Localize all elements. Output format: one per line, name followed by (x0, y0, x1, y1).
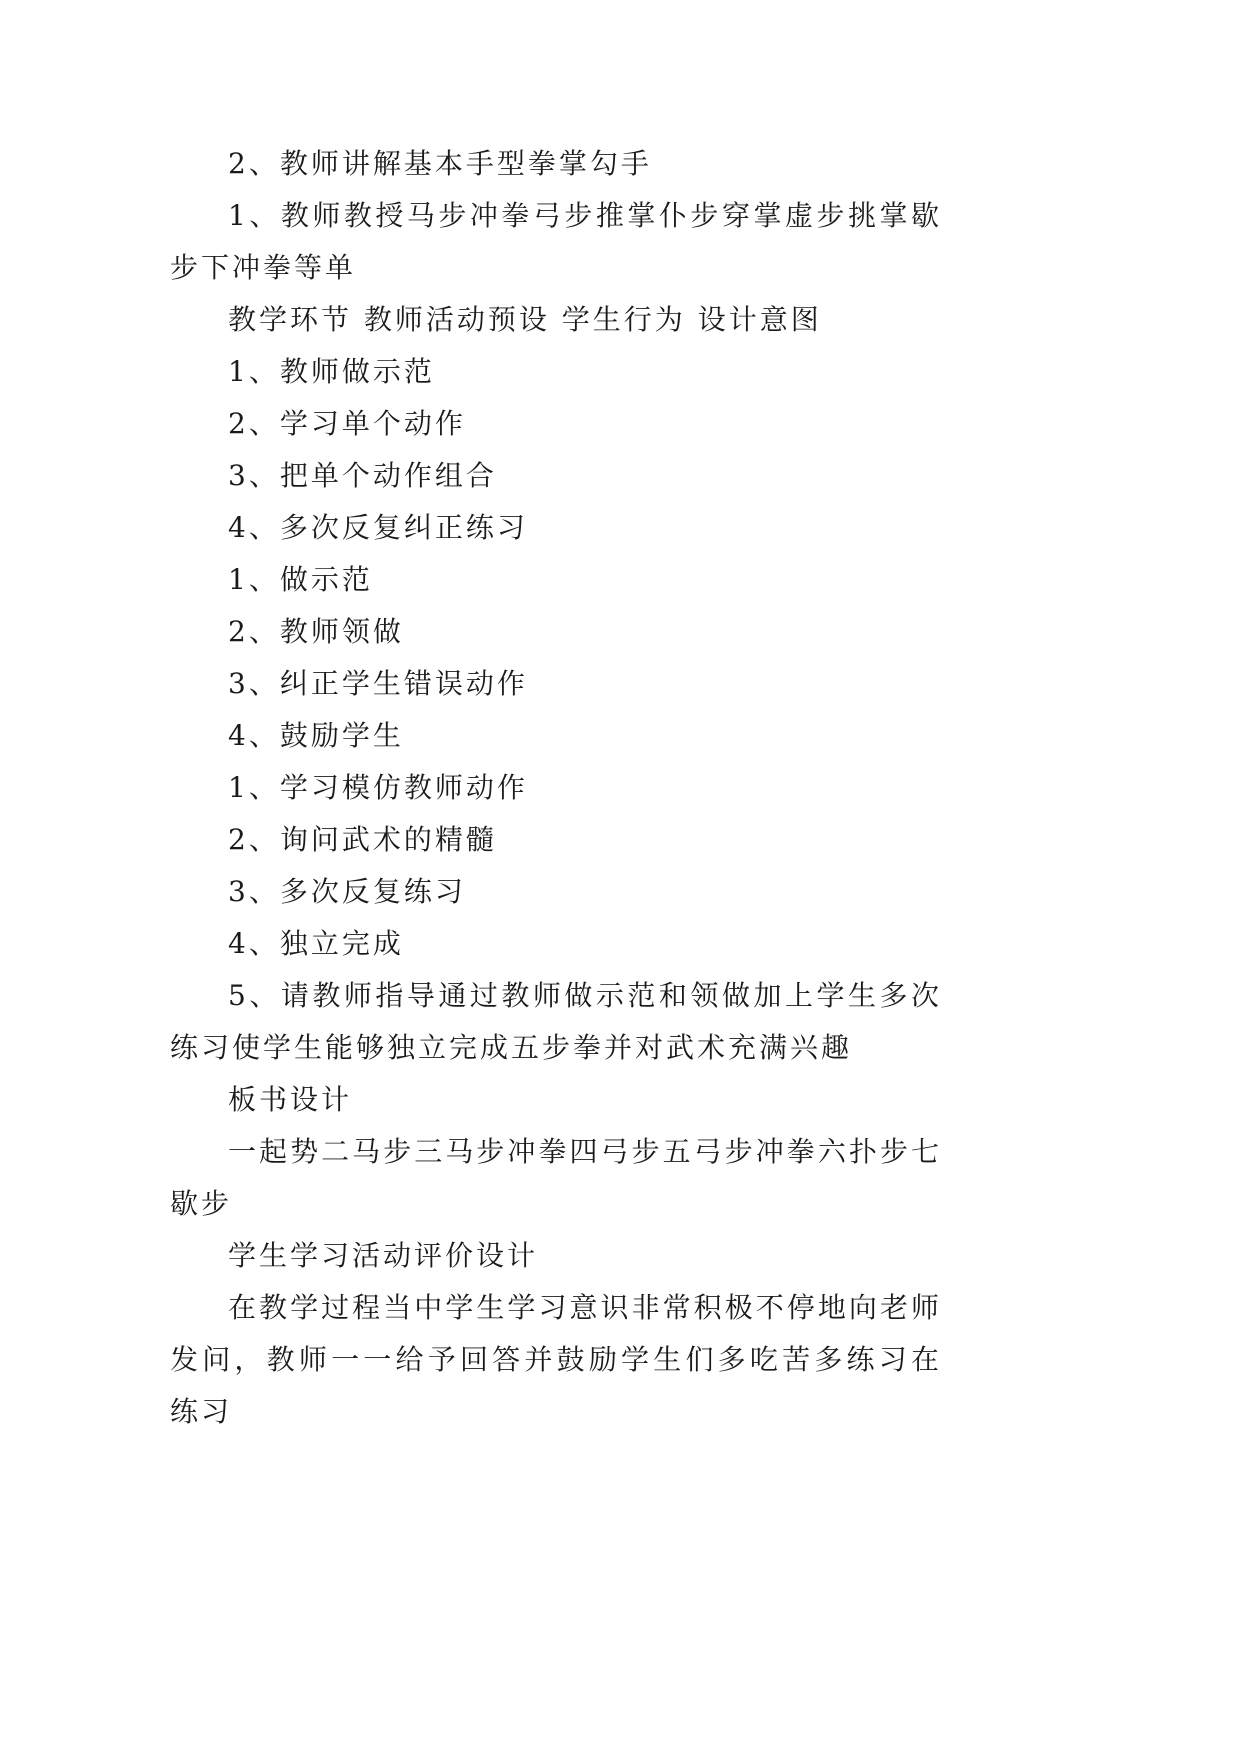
paragraph: 4、鼓励学生 (228, 719, 404, 752)
paragraph: 4、多次反复纠正练习 (228, 511, 528, 544)
table-header-line: 教学环节 教师活动预设 学生行为 设计意图 (228, 303, 822, 336)
paragraph: 2、教师领做 (228, 615, 404, 648)
paragraph: 1、做示范 (228, 563, 373, 596)
section-heading: 板书设计 (228, 1083, 353, 1116)
paragraph: 1、教师做示范 (228, 355, 435, 388)
paragraph: 2、询问武术的精髓 (228, 823, 497, 856)
paragraph: 5、请教师指导通过教师做示范和领做加上学生多次练习使学生能够独立完成五步拳并对武术充满兴趣 (170, 979, 942, 1064)
section-heading: 学生学习活动评价设计 (228, 1239, 539, 1272)
paragraph: 3、把单个动作组合 (228, 459, 497, 492)
document-page (170, 138, 942, 1438)
paragraph: 1、教师教授马步冲拳弓步推掌仆步穿掌虚步挑掌歇步下冲拳等单 (170, 199, 942, 284)
paragraph: 1、学习模仿教师动作 (228, 771, 528, 804)
paragraph: 4、独立完成 (228, 927, 404, 960)
paragraph: 在教学过程当中学生学习意识非常积极不停地向老师发问，教师一一给予回答并鼓励学生们多吃苦多练习在练习 (170, 1291, 942, 1428)
paragraph: 3、多次反复练习 (228, 875, 466, 908)
paragraph: 2、教师讲解基本手型拳掌勾手 (228, 147, 652, 180)
paragraph: 3、纠正学生错误动作 (228, 667, 528, 700)
paragraph: 一起势二马步三马步冲拳四弓步五弓步冲拳六扑步七歇步 (170, 1135, 942, 1220)
paragraph: 2、学习单个动作 (228, 407, 466, 440)
